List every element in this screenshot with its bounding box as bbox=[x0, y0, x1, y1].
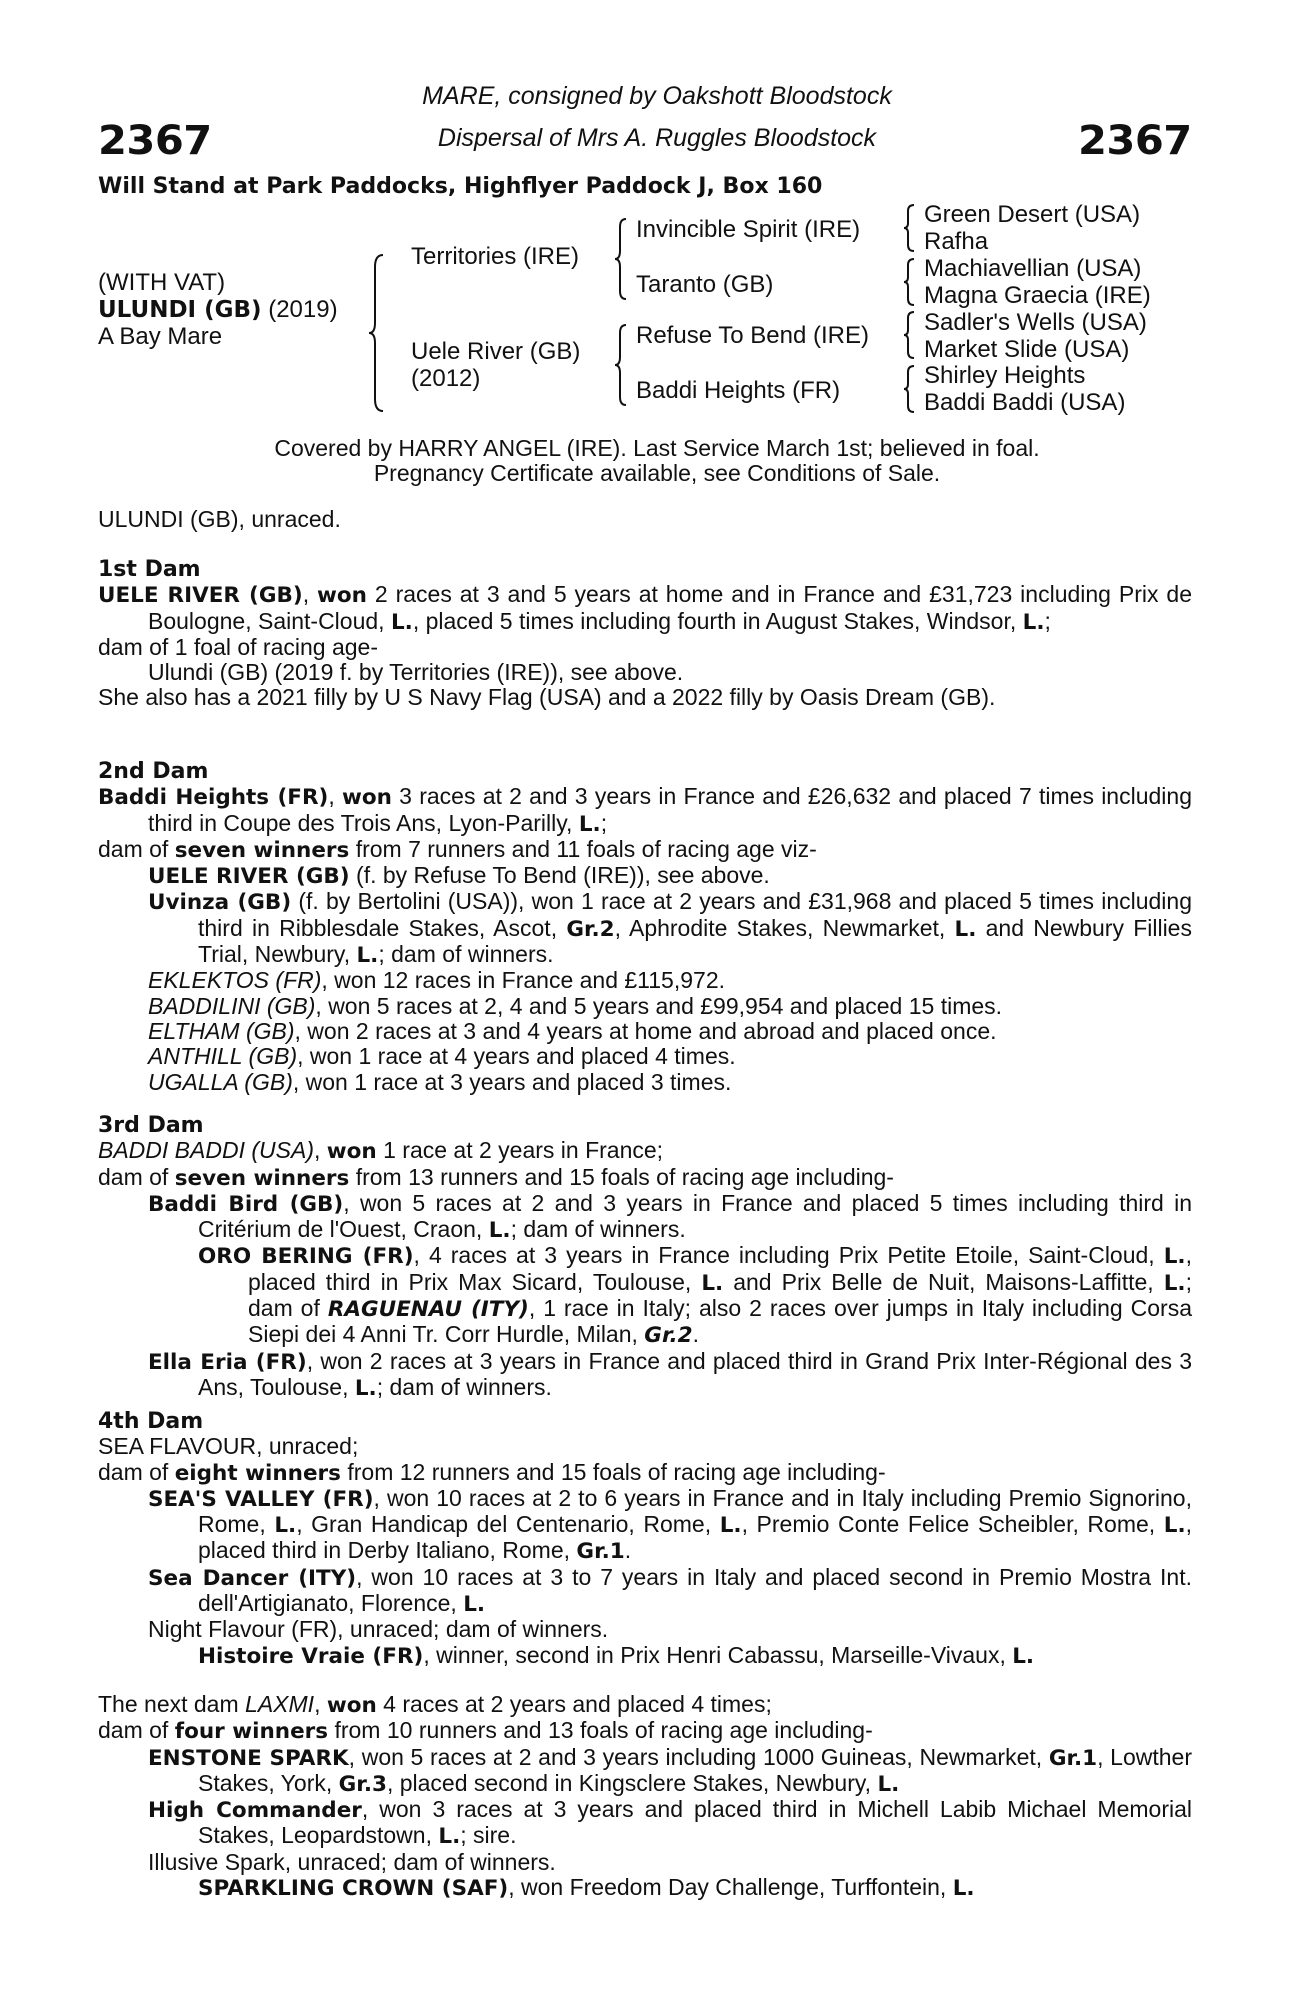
pedigree-brace-dam bbox=[613, 323, 629, 407]
horse-title bbox=[98, 296, 338, 324]
progeny-name: Sea Dancer (ITY) bbox=[148, 1565, 357, 1591]
progeny-item bbox=[98, 1070, 1192, 1095]
pedigree-g7: Shirley Heights bbox=[924, 362, 1086, 389]
listed-badge: L. bbox=[1022, 609, 1045, 635]
progeny-text: (f. by Refuse To Bend (IRE)), see above. bbox=[349, 862, 770, 889]
progeny-text: , 1 race in Italy; also 2 races over jumps in Italy including Corsa Siepi dei 4 Anni Tr. Corr Hurdle, Milan, bbox=[248, 1295, 1193, 1348]
pedigree-g4: Magna Graecia (IRE) bbox=[924, 282, 1151, 309]
progeny-item bbox=[98, 1565, 1192, 1618]
record-text: ; bbox=[600, 809, 608, 836]
progeny-name: ELTHAM (GB) bbox=[148, 1017, 295, 1044]
progeny-item bbox=[98, 1875, 1192, 1901]
listed-badge: L. bbox=[701, 1270, 724, 1296]
group-badge: Gr.2 bbox=[644, 1323, 693, 1349]
listed-badge: L. bbox=[354, 1375, 377, 1401]
won-label: won bbox=[317, 583, 367, 609]
lot-number-left: 2367 bbox=[98, 118, 212, 164]
stabling-location: Will Stand at Park Paddocks, Highflyer Paddock J, Box 160 bbox=[98, 173, 823, 199]
listed-badge: L. bbox=[1163, 1270, 1186, 1296]
summary-text: dam of bbox=[98, 1717, 175, 1744]
progeny-text: . bbox=[692, 1321, 699, 1348]
group-badge: Gr.1 bbox=[1048, 1745, 1098, 1771]
progeny-name: Histoire Vraie (FR) bbox=[198, 1643, 424, 1669]
pedigree-g2: Rafha bbox=[924, 228, 989, 255]
listed-badge: L. bbox=[488, 1218, 511, 1244]
progeny-text: and Prix Belle de Nuit, Maisons-Laffitte, bbox=[723, 1268, 1164, 1295]
pedigree-brace-g1 bbox=[902, 203, 916, 253]
listed-badge: L. bbox=[1163, 1244, 1186, 1270]
listed-badge: L. bbox=[390, 609, 413, 635]
pedigree-brace-g3 bbox=[902, 310, 916, 360]
won-label: won bbox=[341, 785, 392, 811]
pedigree-g8: Baddi Baddi (USA) bbox=[924, 389, 1126, 416]
vat-label: (WITH VAT) bbox=[98, 269, 226, 296]
progeny-item bbox=[98, 1243, 1192, 1348]
section-heading: 3rd Dam bbox=[98, 1113, 204, 1138]
progeny-name: UELE RIVER (GB) bbox=[148, 864, 350, 890]
progeny-item: Illusive Spark, unraced; dam of winners. bbox=[148, 1848, 556, 1875]
dam-name: BADDI BADDI (USA) bbox=[98, 1137, 314, 1164]
listed-badge: L. bbox=[877, 1771, 900, 1797]
dam-name: LAXMI bbox=[245, 1691, 315, 1717]
dam-year: (2012) bbox=[411, 365, 481, 392]
consignment-line: MARE, consigned by Oakshott Bloodstock bbox=[422, 82, 892, 110]
covering-note: Covered by HARRY ANGEL (IRE). Last Service March 1st; believed in foal. bbox=[274, 435, 1040, 461]
progeny-text: ; dam of winners. bbox=[510, 1216, 686, 1243]
record-text: 3 races at 2 and 3 years in France and £26,632 and placed 7 times including third in Coupe des Trois Ans, Lyon-Parilly, bbox=[148, 783, 1192, 836]
progeny-text: , winner, second in Prix Henri Cabassu, Marseille-Vivaux, bbox=[423, 1641, 1013, 1668]
foals-summary bbox=[98, 1460, 1192, 1486]
summary-text: from 7 runners and 11 foals of racing age viz- bbox=[349, 835, 817, 862]
won-label: won bbox=[326, 1693, 377, 1718]
progeny-text: . bbox=[624, 1537, 632, 1564]
progeny-text: , won 3 races at 3 years and placed third in Michell Labib Michael Memorial Stakes, Leopardstown, bbox=[198, 1796, 1192, 1849]
lot-number-right: 2367 bbox=[1078, 118, 1192, 164]
sire-name: Territories (IRE) bbox=[411, 243, 580, 270]
listed-badge: L. bbox=[463, 1592, 486, 1618]
progeny-text: , won 10 races at 3 to 7 years in Italy and placed second in Premio Mostra Int. dell'Artigianato, Florence, bbox=[198, 1563, 1192, 1617]
progeny-name: BADDILINI (GB) bbox=[148, 992, 316, 1019]
listed-badge: L. bbox=[719, 1513, 742, 1539]
progeny-text: , won 5 races at 2, 4 and 5 years and £99,954 and placed 15 times. bbox=[315, 992, 1003, 1019]
summary-text: dam of bbox=[98, 1163, 175, 1190]
summary-text: dam of bbox=[98, 1458, 175, 1485]
progeny-item bbox=[98, 968, 1192, 993]
progeny-text: , Premio Conte Felice Scheibler, Rome, bbox=[741, 1511, 1164, 1538]
progeny-text: , won Freedom Day Challenge, Turffontein, bbox=[508, 1874, 953, 1901]
summary-text: from 13 runners and 15 foals of racing age including- bbox=[349, 1163, 894, 1190]
listed-badge: L. bbox=[1012, 1643, 1035, 1669]
progeny-item bbox=[98, 1019, 1192, 1044]
dam-dam: Baddi Heights (FR) bbox=[636, 377, 841, 404]
listed-badge: L. bbox=[274, 1513, 297, 1539]
progeny-name: ANTHILL (GB) bbox=[148, 1043, 298, 1070]
progeny-text: , won 5 races at 2 and 3 years in France and placed 5 times including third in Critérium de l'Ouest, Craon, bbox=[198, 1189, 1192, 1243]
record-text: 4 races at 2 years and placed 4 times; bbox=[376, 1691, 772, 1717]
progeny-name: ORO BERING (FR) bbox=[198, 1244, 414, 1270]
record-text: , placed 5 times including fourth in August Stakes, Windsor, bbox=[412, 607, 1023, 634]
progeny-item bbox=[98, 863, 1192, 889]
progeny-text: , won 1 race at 3 years and placed 3 times. bbox=[292, 1068, 732, 1095]
group-badge: Gr.2 bbox=[566, 916, 615, 942]
progeny-text: , Lowther Stakes, York, bbox=[198, 1743, 1193, 1796]
progeny-item bbox=[98, 1349, 1192, 1402]
dam-sire: Refuse To Bend (IRE) bbox=[636, 322, 870, 349]
pedigree-g5: Sadler's Wells (USA) bbox=[924, 309, 1147, 336]
dam-record bbox=[98, 1692, 1192, 1718]
progeny-name: Uvinza (GB) bbox=[148, 890, 292, 916]
grandprogeny-name: RAGUENAU (ITY) bbox=[327, 1297, 529, 1323]
record-text: , bbox=[314, 1691, 327, 1717]
section-heading: 1st Dam bbox=[98, 557, 201, 582]
progeny-text: , won 1 race at 4 years and placed 4 times. bbox=[297, 1043, 736, 1070]
progeny-item bbox=[98, 1797, 1192, 1850]
progeny-item bbox=[98, 1745, 1192, 1798]
progeny-text: , won 12 races in France and £115,972. bbox=[321, 967, 726, 994]
progeny-name: SPARKLING CROWN (SAF) bbox=[198, 1876, 509, 1902]
foals-summary: dam of 1 foal of racing age- bbox=[98, 633, 378, 660]
progeny-item bbox=[98, 1486, 1192, 1565]
listed-badge: L. bbox=[438, 1824, 461, 1850]
record-text: 1 race at 2 years in France; bbox=[376, 1137, 664, 1164]
horse-name: ULUNDI (GB) bbox=[98, 297, 262, 323]
progeny-text: , Gran Handicap del Centenario, Rome, bbox=[296, 1511, 720, 1538]
progeny-text: , won 2 races at 3 years in France and placed third in Grand Prix Inter-Régional des 3 Ans, Toulouse, bbox=[198, 1347, 1193, 1400]
foals-summary bbox=[98, 1718, 1192, 1744]
dam-record: UELE RIVER (GB), won 2 races at 3 and 5 years at home and in France and £31,723 including Prix de Boulogne, Saint-Cloud, L., placed 5 times including fourth in August Stakes, Windsor, L.; bbox=[98, 581, 1192, 635]
pedigree-brace-g4 bbox=[902, 364, 916, 414]
progeny-text: ; sire. bbox=[460, 1822, 517, 1849]
winners-count: seven winners bbox=[174, 837, 350, 863]
progeny-name: SEA'S VALLEY (FR) bbox=[148, 1486, 374, 1512]
dam-name: Baddi Heights (FR) bbox=[98, 785, 329, 811]
summary-text: from 10 runners and 13 foals of racing age including- bbox=[328, 1717, 873, 1744]
won-label: won bbox=[326, 1139, 377, 1165]
progeny-text: ; dam of bbox=[248, 1268, 1192, 1322]
progeny-name: Baddi Bird (GB) bbox=[148, 1191, 344, 1217]
dam-record: BADDI BADDI (USA), won 1 race at 2 years in France; bbox=[98, 1137, 664, 1165]
progeny-text: , won 5 races at 2 and 3 years including 1000 Guineas, Newmarket, bbox=[348, 1743, 1049, 1770]
summary-text: dam of bbox=[98, 835, 175, 862]
sire-dam: Taranto (GB) bbox=[636, 271, 774, 298]
progeny-text: (f. by Bertolini (USA)), won 1 race at 2 years and £31,968 and placed 5 times including third in Ribblesdale Stakes, Ascot, bbox=[198, 888, 1192, 941]
pedigree-brace-sire bbox=[613, 217, 629, 301]
dam-name: UELE RIVER (GB) bbox=[98, 583, 303, 609]
foals-summary bbox=[98, 1165, 1192, 1191]
progeny-item bbox=[98, 1044, 1192, 1069]
sire-sire: Invincible Spirit (IRE) bbox=[636, 216, 861, 243]
section-heading: 4th Dam bbox=[98, 1409, 204, 1434]
pedigree-brace-main bbox=[367, 253, 387, 413]
progeny-text: , 4 races at 3 years in France including Prix Petite Etoile, Saint-Cloud, bbox=[413, 1242, 1164, 1269]
dam-record: SEA FLAVOUR, unraced; bbox=[98, 1433, 359, 1460]
listed-badge: L. bbox=[356, 943, 379, 969]
progeny-text: , placed third in Prix Max Sicard, Toulouse, bbox=[248, 1242, 1192, 1295]
progeny-name: UGALLA (GB) bbox=[148, 1068, 293, 1095]
pedigree-g6: Market Slide (USA) bbox=[924, 336, 1130, 363]
progeny-name: Ella Eria (FR) bbox=[148, 1349, 307, 1375]
record-text: 2 races at 3 and 5 years at home and in France and £31,723 including Prix de Boulogne, Saint-Cloud, bbox=[148, 581, 1192, 634]
progeny-text: , placed second in Kingsclere Stakes, Newbury, bbox=[386, 1769, 878, 1796]
listed-badge: L. bbox=[578, 811, 601, 837]
dam-name: Uele River (GB) bbox=[411, 338, 581, 365]
additional-produce: She also has a 2021 filly by U S Navy Flag (USA) and a 2022 filly by Oasis Dream (GB). bbox=[98, 684, 996, 711]
record-text: ; bbox=[1044, 607, 1051, 634]
winners-count: seven winners bbox=[174, 1165, 350, 1191]
progeny-name: EKLEKTOS (FR) bbox=[148, 967, 322, 994]
progeny-text: , won 2 races at 3 and 4 years at home and abroad and placed once. bbox=[294, 1017, 997, 1044]
foals-summary bbox=[98, 837, 1192, 863]
pedigree-g1: Green Desert (USA) bbox=[924, 201, 1141, 228]
winners-count: eight winners bbox=[174, 1460, 341, 1486]
horse-year: (2019) bbox=[268, 296, 338, 323]
pregnancy-note: Pregnancy Certificate available, see Conditions of Sale. bbox=[373, 460, 941, 486]
horse-race-record: ULUNDI (GB), unraced. bbox=[98, 506, 341, 532]
dam-record: Baddi Heights (FR), won 3 races at 2 and 3 years in France and £26,632 and placed 7 times including third in Coupe des Trois Ans, Lyon-Parilly, L.; bbox=[98, 783, 1192, 837]
progeny-name: High Commander bbox=[148, 1798, 362, 1824]
group-badge: Gr.1 bbox=[576, 1539, 625, 1565]
section-3rd-dam bbox=[98, 1113, 1192, 1401]
progeny-item: Ulundi (GB) (2019 f. by Territories (IRE)), see above. bbox=[148, 659, 684, 686]
listed-badge: L. bbox=[952, 1876, 975, 1902]
section-4th-dam bbox=[98, 1409, 1192, 1669]
pedigree-g3: Machiavellian (USA) bbox=[924, 255, 1142, 282]
progeny-text: ; dam of winners. bbox=[378, 941, 554, 968]
winners-count: four winners bbox=[174, 1719, 329, 1745]
progeny-item bbox=[98, 1643, 1192, 1669]
progeny-item bbox=[98, 1191, 1192, 1244]
listed-badge: L. bbox=[1163, 1513, 1186, 1539]
progeny-text: ; dam of winners. bbox=[376, 1373, 552, 1400]
progeny-text: , Aphrodite Stakes, Newmarket, bbox=[614, 914, 955, 941]
progeny-text: and Newbury Fillies Trial, Newbury, bbox=[198, 914, 1192, 968]
listed-badge: L. bbox=[954, 916, 977, 942]
record-text: The next dam bbox=[98, 1691, 246, 1717]
section-next-dam bbox=[98, 1692, 1192, 1901]
progeny-text: , won 10 races at 2 to 6 years in France and in Italy including Premio Signorino, Rome, bbox=[198, 1484, 1192, 1538]
section-heading: 2nd Dam bbox=[98, 759, 209, 784]
progeny-item bbox=[98, 994, 1192, 1019]
section-1st-dam bbox=[98, 557, 1192, 711]
section-2nd-dam bbox=[98, 759, 1192, 1095]
dispersal-line: Dispersal of Mrs A. Ruggles Bloodstock bbox=[437, 124, 877, 152]
horse-description: A Bay Mare bbox=[98, 323, 223, 350]
progeny-item: Night Flavour (FR), unraced; dam of winners. bbox=[148, 1616, 609, 1643]
progeny-name: ENSTONE SPARK bbox=[148, 1745, 349, 1771]
progeny-text: , placed third in Derby Italiano, Rome, bbox=[198, 1511, 1193, 1564]
group-badge: Gr.3 bbox=[338, 1771, 387, 1797]
summary-text: from 12 runners and 15 foals of racing age including- bbox=[340, 1458, 886, 1485]
pedigree-brace-g2 bbox=[902, 257, 916, 307]
progeny-item bbox=[98, 889, 1192, 968]
